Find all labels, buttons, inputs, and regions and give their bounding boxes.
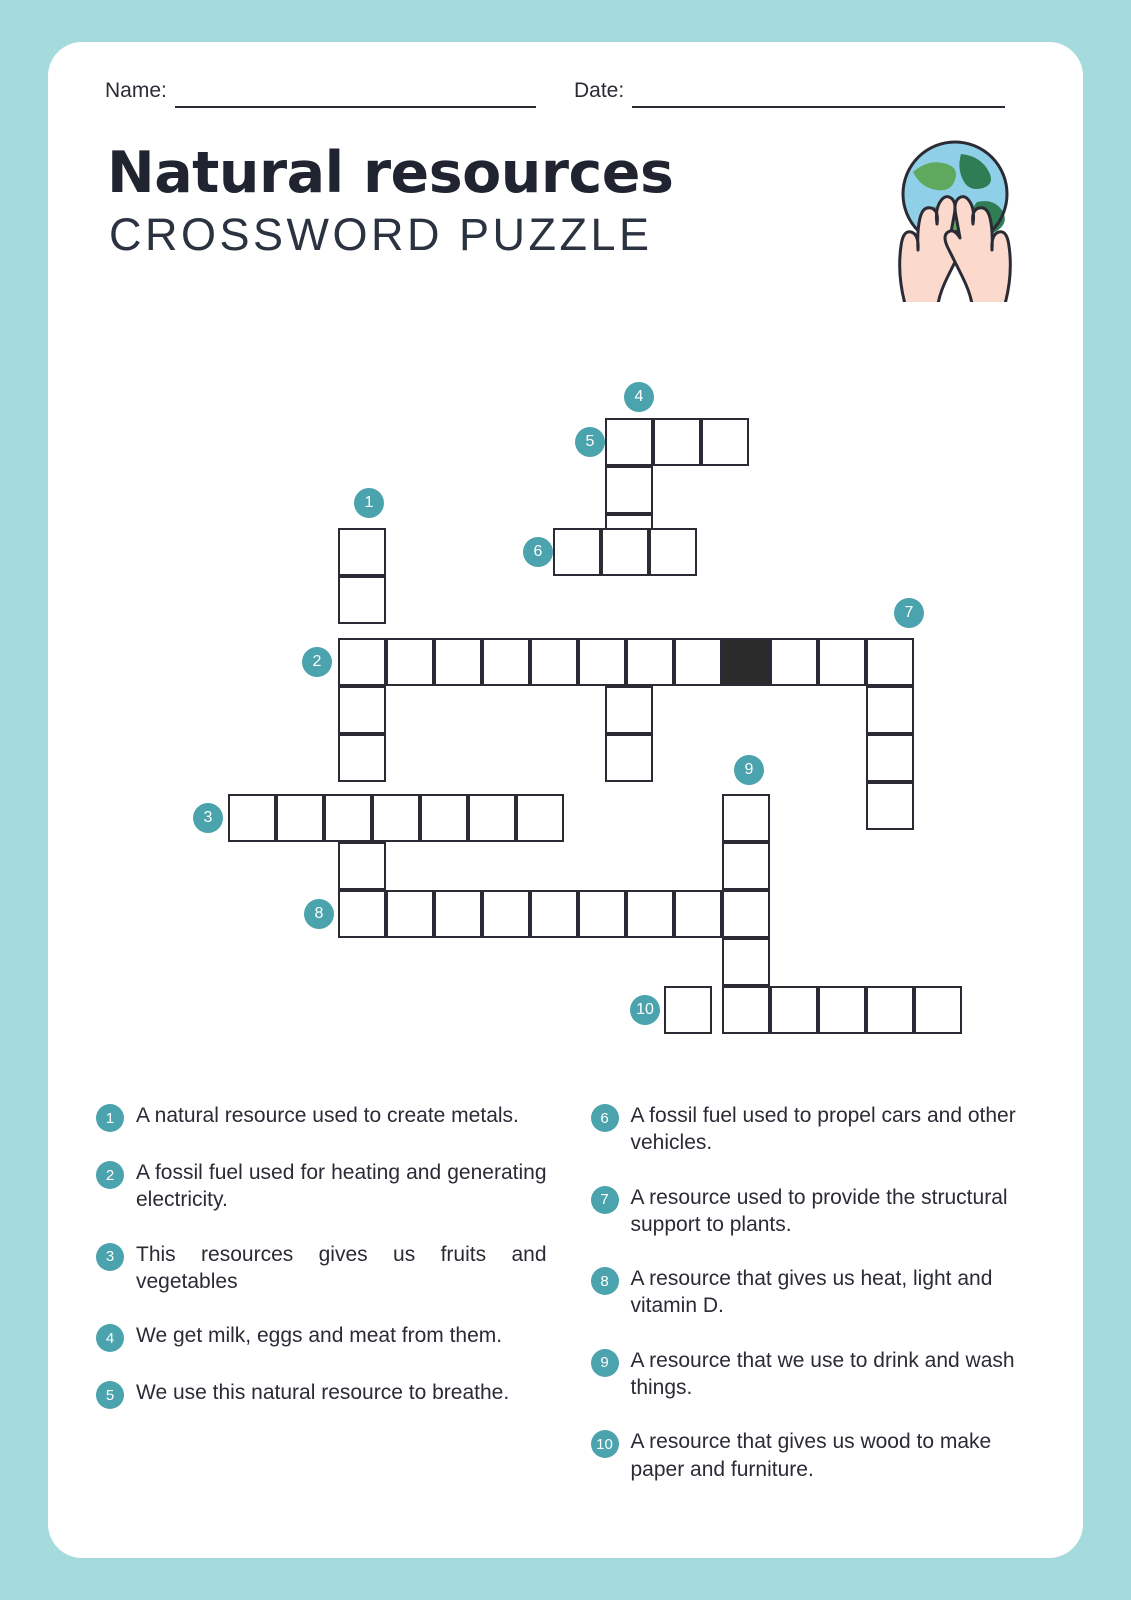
grid-cell[interactable]: [649, 528, 697, 576]
clue-number-badge: 1: [96, 1104, 124, 1132]
clue-item: [591, 1265, 1042, 1320]
clue-item: [591, 1184, 1042, 1239]
grid-number-badge: 2: [302, 647, 332, 677]
grid-cell[interactable]: [674, 890, 722, 938]
clue-number-badge: 9: [591, 1349, 619, 1377]
grid-number-badge: 9: [734, 755, 764, 785]
grid-cell[interactable]: [866, 986, 914, 1034]
clue-column-right: [591, 1102, 1042, 1510]
grid-number-badge: 4: [624, 382, 654, 412]
clue-number-badge: 2: [96, 1161, 124, 1189]
clue-item: [591, 1347, 1042, 1402]
grid-cell[interactable]: [420, 794, 468, 842]
grid-cell[interactable]: [482, 890, 530, 938]
grid-cell[interactable]: [228, 794, 276, 842]
worksheet-page: [48, 42, 1083, 1558]
clue-number-badge: 10: [591, 1430, 619, 1458]
clue-text: A fossil fuel used to propel cars and other vehicles.: [630, 1104, 1016, 1155]
header-fields: [105, 76, 1005, 108]
grid-cell[interactable]: [866, 734, 914, 782]
name-input-line[interactable]: [175, 76, 536, 108]
grid-cell[interactable]: [664, 986, 712, 1034]
clue-item: [96, 1322, 547, 1352]
grid-cell[interactable]: [578, 638, 626, 686]
clue-number-badge: 8: [591, 1267, 619, 1295]
grid-cell[interactable]: [338, 638, 386, 686]
clue-column-left: [96, 1102, 547, 1510]
clue-item: [591, 1428, 1042, 1483]
grid-cell[interactable]: [866, 782, 914, 830]
grid-cell[interactable]: [866, 686, 914, 734]
grid-cell[interactable]: [605, 466, 653, 514]
grid-cell[interactable]: [818, 638, 866, 686]
clue-text: A resource that we use to drink and wash things.: [630, 1348, 1015, 1400]
name-label: Name:: [105, 79, 167, 102]
grid-cell[interactable]: [516, 794, 564, 842]
grid-cell[interactable]: [338, 686, 386, 734]
grid-cell[interactable]: [770, 986, 818, 1034]
clues-section: [96, 1102, 1041, 1510]
date-input-line[interactable]: [632, 76, 1005, 108]
grid-cell[interactable]: [674, 638, 722, 686]
grid-cell[interactable]: [386, 890, 434, 938]
clue-text: A resource used to provide the structural support to plants.: [630, 1185, 1008, 1236]
grid-cell[interactable]: [372, 794, 420, 842]
grid-cell[interactable]: [722, 794, 770, 842]
grid-cell[interactable]: [722, 842, 770, 890]
clue-item: [96, 1241, 547, 1296]
grid-cell[interactable]: [701, 418, 749, 466]
grid-cell[interactable]: [338, 842, 386, 890]
clue-text: We get milk, eggs and meat from them.: [136, 1324, 503, 1348]
clue-number-badge: 4: [96, 1324, 124, 1352]
grid-cell[interactable]: [914, 986, 962, 1034]
clue-text: A resource that gives us heat, light and vitamin D.: [630, 1267, 993, 1318]
clue-number-badge: 5: [96, 1381, 124, 1409]
grid-cell[interactable]: [626, 638, 674, 686]
grid-cell[interactable]: [605, 734, 653, 782]
grid-cell[interactable]: [530, 638, 578, 686]
earth-in-hands-icon: [865, 132, 1045, 302]
grid-cell[interactable]: [605, 418, 653, 466]
clue-item: [96, 1159, 547, 1214]
grid-cell[interactable]: [386, 638, 434, 686]
grid-cell[interactable]: [482, 638, 530, 686]
grid-number-badge: 5: [575, 427, 605, 457]
clue-text: This resources gives us fruits and vegetables: [136, 1242, 547, 1293]
clue-number-badge: 7: [591, 1186, 619, 1214]
grid-number-badge: 8: [304, 899, 334, 929]
grid-cell[interactable]: [653, 418, 701, 466]
crossword-grid[interactable]: [48, 342, 1083, 1092]
clue-item: [96, 1102, 547, 1132]
grid-cell[interactable]: [338, 734, 386, 782]
date-field[interactable]: [574, 76, 1005, 108]
grid-number-badge: 6: [523, 537, 553, 567]
clue-text: A resource that gives us wood to make paper and furniture.: [630, 1430, 992, 1481]
grid-cell[interactable]: [626, 890, 674, 938]
grid-cell[interactable]: [276, 794, 324, 842]
grid-cell[interactable]: [324, 794, 372, 842]
date-label: Date:: [574, 79, 625, 102]
grid-cell[interactable]: [434, 890, 482, 938]
grid-cell[interactable]: [722, 938, 770, 986]
clue-text: We use this natural resource to breathe.: [136, 1381, 510, 1405]
clue-text: A fossil fuel used for heating and generating electricity.: [136, 1161, 547, 1212]
grid-cell[interactable]: [866, 638, 914, 686]
clue-number-badge: 3: [96, 1243, 124, 1271]
clue-item: [96, 1379, 547, 1409]
grid-cell[interactable]: [434, 638, 482, 686]
grid-cell[interactable]: [338, 528, 386, 576]
title-sub: CROSSWORD PUZZLE: [109, 208, 653, 260]
grid-cell[interactable]: [468, 794, 516, 842]
grid-number-badge: 3: [193, 803, 223, 833]
grid-cell[interactable]: [338, 890, 386, 938]
grid-cell[interactable]: [578, 890, 626, 938]
page-title: [107, 142, 673, 259]
grid-number-badge: 7: [894, 598, 924, 628]
grid-number-badge: 10: [630, 995, 660, 1025]
grid-cell[interactable]: [601, 528, 649, 576]
title-main: Natural resources: [107, 140, 674, 206]
clue-text: A natural resource used to create metals.: [136, 1104, 519, 1127]
grid-cell-blocked: [722, 638, 770, 686]
grid-cell[interactable]: [605, 686, 653, 734]
clue-number-badge: 6: [591, 1104, 619, 1132]
grid-number-badge: 1: [354, 488, 384, 518]
grid-cell[interactable]: [553, 528, 601, 576]
grid-cell[interactable]: [722, 986, 770, 1034]
grid-cell[interactable]: [722, 890, 770, 938]
grid-cell[interactable]: [818, 986, 866, 1034]
grid-cell[interactable]: [338, 576, 386, 624]
grid-cell[interactable]: [530, 890, 578, 938]
clue-item: [591, 1102, 1042, 1157]
name-field[interactable]: [105, 76, 536, 108]
grid-cell[interactable]: [770, 638, 818, 686]
